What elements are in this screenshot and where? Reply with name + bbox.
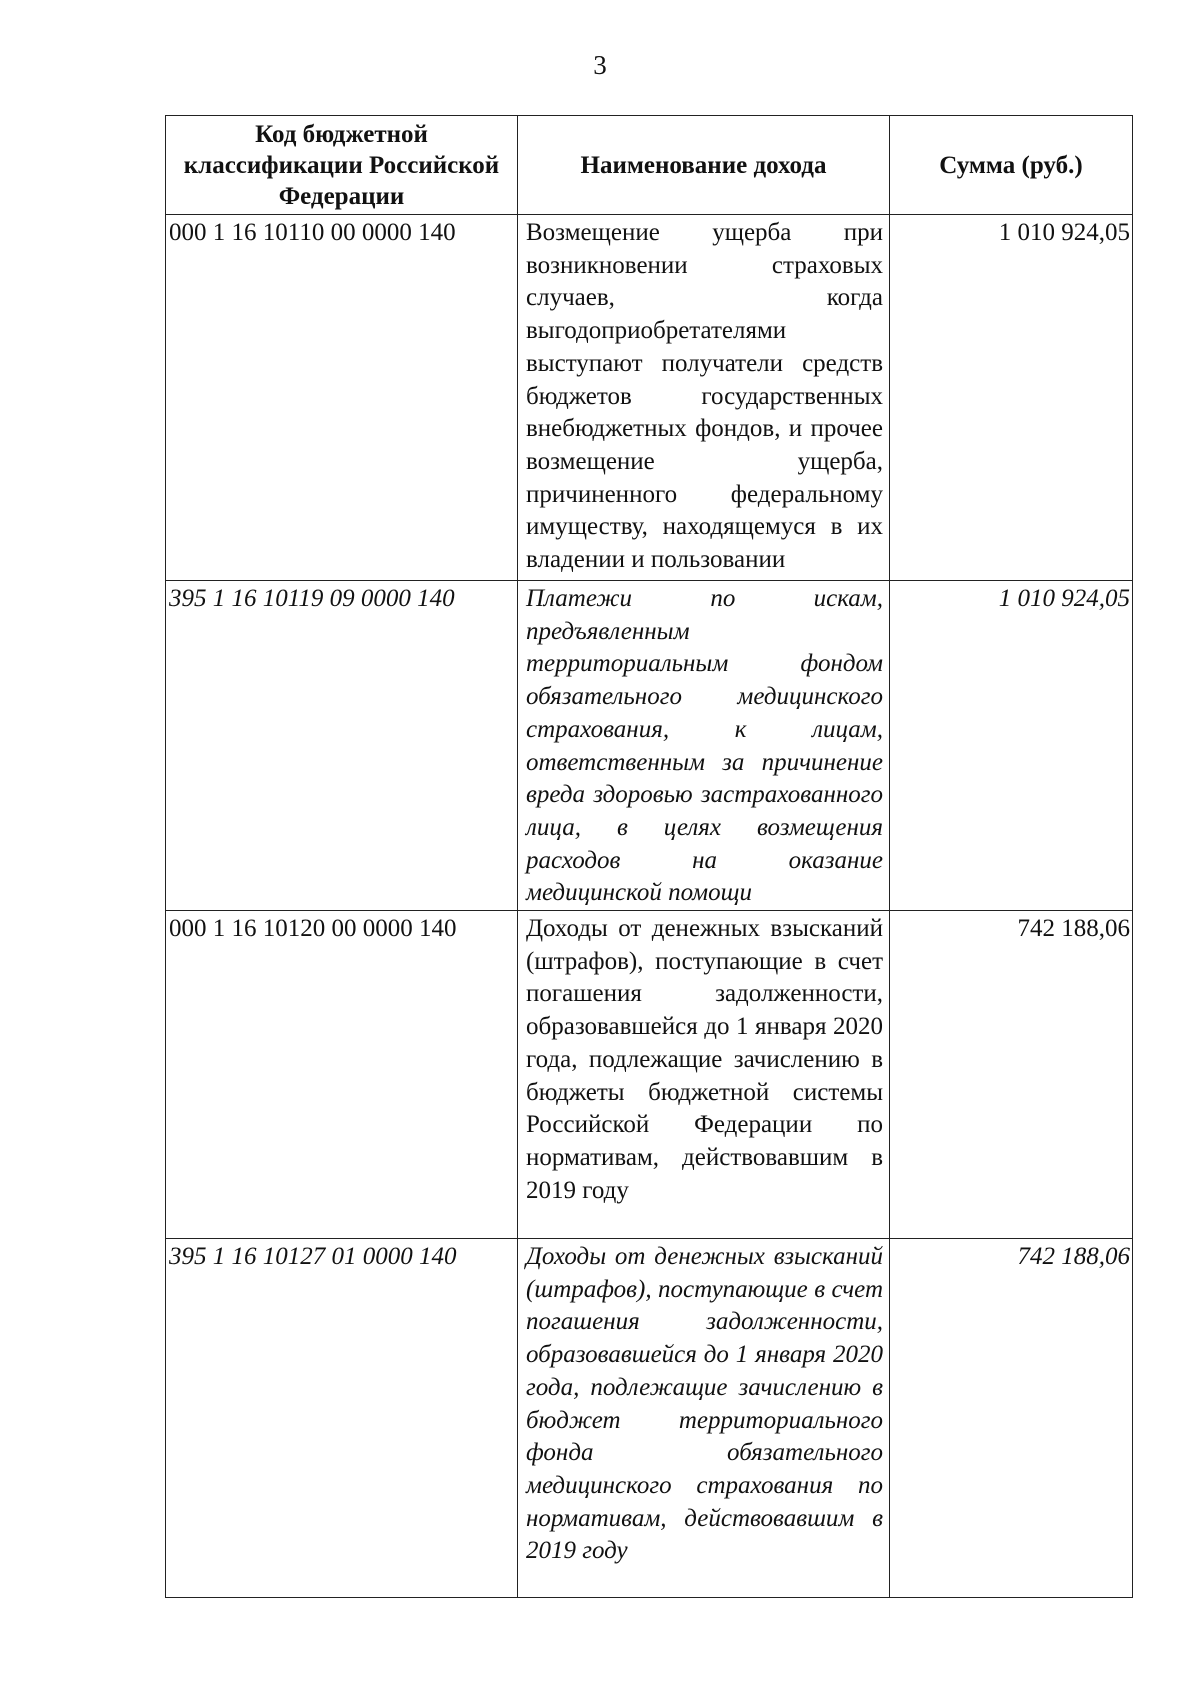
row-sum: 1 010 924,05 [890,215,1133,581]
table-header-row [166,116,1133,215]
row-name: Возмещение ущерба при возникновении страховых случаев, когда выгодоприобретателями выступают получатели средств бюджетов государственных внебюджетных фондов, и прочее возмещение ущерба, причиненного федеральному имуществу, находящемуся в их владении и пользовании [518,215,890,581]
row-sum: 1 010 924,05 [890,581,1133,911]
row-code: 395 1 16 10119 09 0000 140 [166,581,518,911]
row-code: 395 1 16 10127 01 0000 140 [166,1239,518,1598]
row-sum: 742 188,06 [890,1239,1133,1598]
header-sum: Сумма (руб.) [890,116,1133,215]
table-row [166,581,1133,911]
table-row [166,1239,1133,1598]
header-name: Наименование дохода [518,116,890,215]
row-name: Платежи по искам, предъявленным территориальным фондом обязательного медицинского страхования, к лицам, ответственным за причинение вреда здоровью застрахованного лица, в целях возмещения расходов на оказание медицинской помощи [518,581,890,911]
table-row [166,215,1133,581]
page-number: 3 [593,50,607,80]
revenue-table [165,115,1133,1598]
row-code: 000 1 16 10110 00 0000 140 [166,215,518,581]
row-code: 000 1 16 10120 00 0000 140 [166,911,518,1239]
row-name: Доходы от денежных взысканий (штрафов), поступающие в счет погашения задолженности, образовавшейся до 1 января 2020 года, подлежащие зачислению в бюджеты бюджетной системы Российской Федерации по нормативам, действовавшим в 2019 году [518,911,890,1239]
table-row [166,911,1133,1239]
row-name: Доходы от денежных взысканий (штрафов), поступающие в счет погашения задолженности, образовавшейся до 1 января 2020 года, подлежащие зачислению в бюджет территориального фонда обязательного медицинского страхования по нормативам, действовавшим в 2019 году [518,1239,890,1598]
row-sum: 742 188,06 [890,911,1133,1239]
header-code: Код бюджетной классификации Российской Федерации [166,116,518,215]
